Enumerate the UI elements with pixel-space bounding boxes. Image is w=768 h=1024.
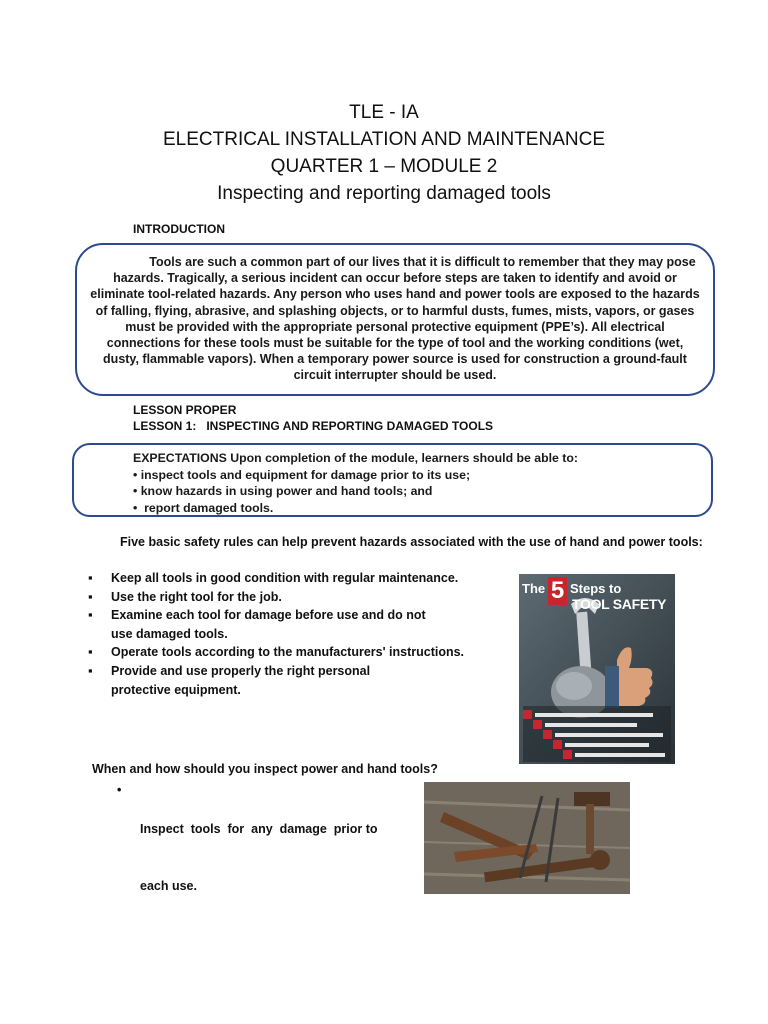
poster-the: The — [522, 581, 546, 596]
expectation-item: • inspect tools and equipment for damage prior to its use; — [133, 467, 471, 482]
safety-rule-item: ▪ Examine each tool for damage before use and do not use damaged tools. — [88, 606, 488, 643]
safety-rules-list — [88, 569, 488, 699]
inspect-line: Inspect tools for any damage prior to — [140, 822, 378, 836]
inspect-text — [140, 782, 378, 915]
safety-rule-item: ▪ Operate tools according to the manufacturers' instructions. — [88, 643, 488, 662]
tool-safety-poster — [519, 574, 675, 764]
expectation-item: • know hazards in using power and hand tools; and — [133, 484, 433, 498]
inspect-line: each use. — [140, 879, 197, 893]
intro-line: dusty, flammable vapors). When a temporary power source is used for construction a ground-fault — [103, 352, 687, 367]
intro-line: of falling, flying, abrasive, and splashing objects, or to harmful dusts, fumes, mists, vapors, or gases — [95, 303, 695, 318]
intro-line: circuit interrupter should be used. — [293, 368, 497, 383]
poster-tool-safety: TOOL SAFETY — [572, 596, 667, 612]
poster-number: 5 — [548, 577, 567, 605]
expectations-intro: EXPECTATIONS Upon completion of the module, learners should be able to: — [133, 451, 578, 465]
module-quarter: QUARTER 1 – MODULE 2 — [270, 156, 498, 177]
safety-rule-item: ▪ Provide and use properly the right personal protective equipment. — [88, 662, 488, 699]
poster-steps-to: Steps to — [570, 581, 622, 596]
introduction-text — [82, 254, 708, 384]
intro-line: eliminate tool-related hazards. Any person who uses hand and power tools are exposed to the hazards — [90, 287, 700, 302]
expectation-item: • report damaged tools. — [133, 500, 274, 515]
module-subject: TLE - IA — [349, 102, 419, 123]
expectations-text — [133, 450, 703, 516]
safety-rule-item: ▪ Keep all tools in good condition with regular maintenance. — [88, 569, 488, 588]
intro-line: must be provided with the appropriate personal protective equipment (PPE’s). All electrical — [125, 319, 665, 334]
intro-line: hazards. Tragically, a serious incident can occur before steps are taken to identify and avoid or — [113, 271, 677, 286]
intro-line: connections for these tools must be suitable for the type of tool and the working conditions (wet, — [106, 336, 684, 351]
introduction-label: INTRODUCTION — [133, 222, 225, 236]
rusty-tools-illustration — [424, 782, 630, 894]
inspect-bullet: • — [117, 783, 122, 797]
rules-intro: Five basic safety rules can help prevent hazards associated with the use of hand and power tools: — [120, 535, 703, 549]
intro-line: Tools are such a common part of our lives that it is difficult to remember that they may pose — [149, 255, 696, 269]
module-topic: Inspecting and reporting damaged tools — [217, 183, 551, 204]
module-course: ELECTRICAL INSTALLATION AND MAINTENANCE — [162, 129, 605, 150]
lesson-title: LESSON 1: INSPECTING AND REPORTING DAMAGED TOOLS — [133, 419, 494, 433]
lesson-proper-label: LESSON PROPER — [133, 403, 237, 417]
inspect-question: When and how should you inspect power and hand tools? — [92, 762, 438, 776]
safety-rule-item: ▪ Use the right tool for the job. — [88, 588, 488, 607]
rusty-tools-photo — [424, 782, 630, 894]
